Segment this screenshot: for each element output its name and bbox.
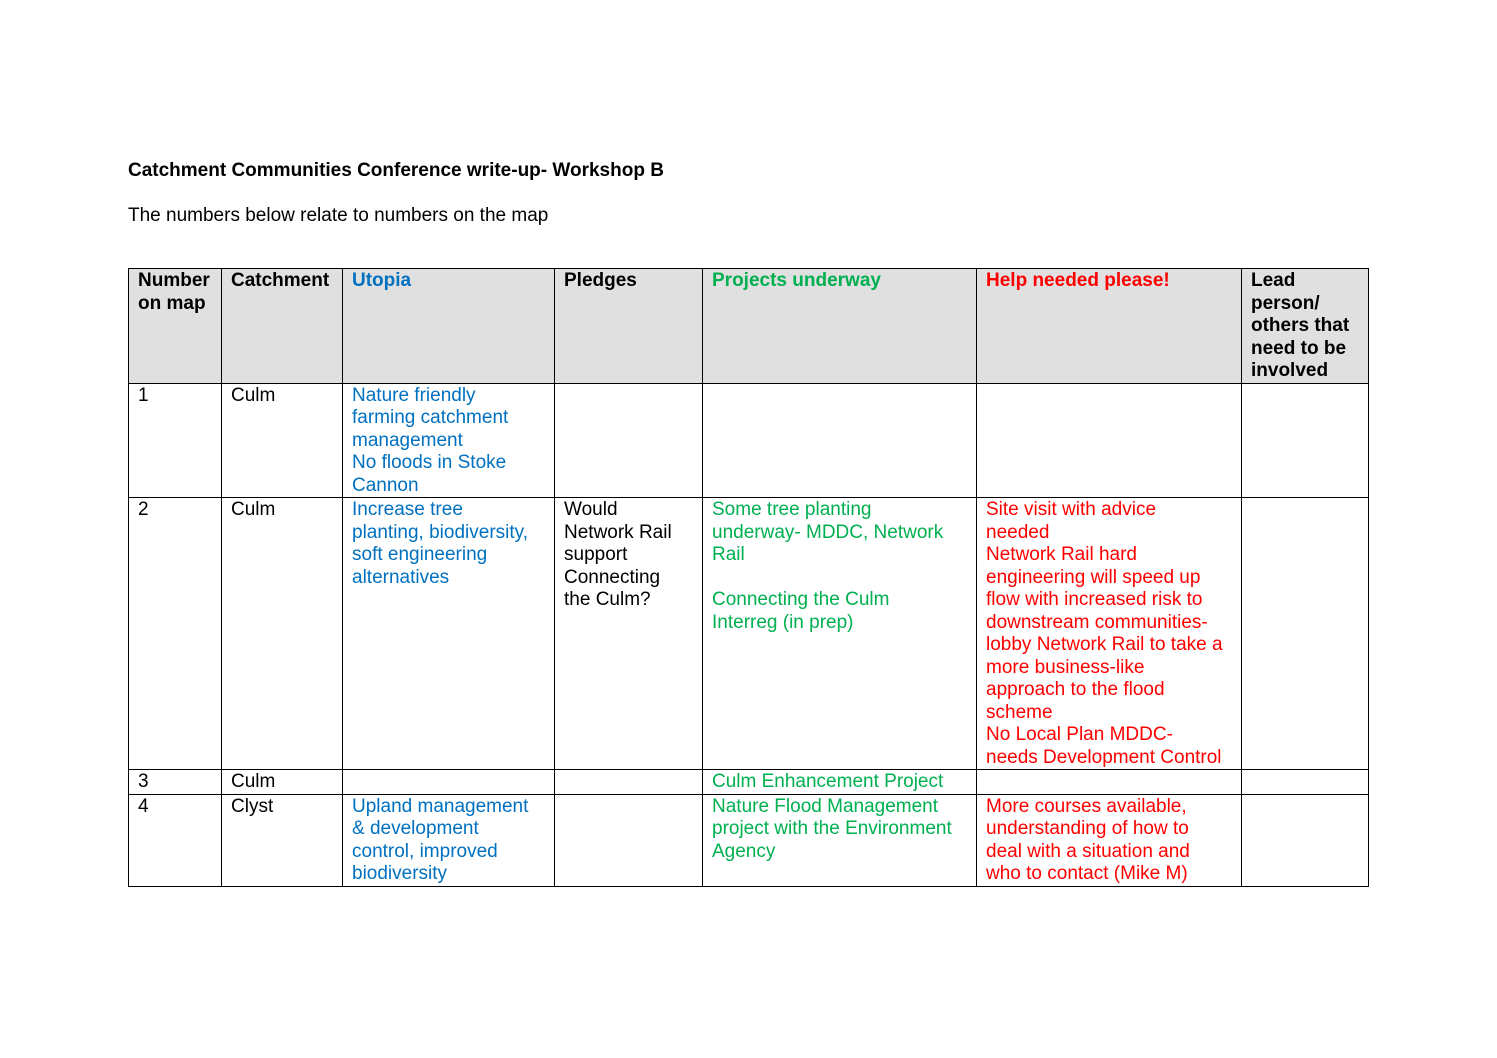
cell-text: engineering will speed up <box>986 566 1201 588</box>
header-projects <box>703 269 977 384</box>
document-subtitle: The numbers below relate to numbers on the map <box>128 205 549 226</box>
cell-text: deal with a situation and <box>986 840 1190 862</box>
header-row <box>129 269 1369 384</box>
cell-text: scheme <box>986 701 1053 723</box>
cell-text: needed <box>986 521 1050 543</box>
cell-help <box>977 498 1242 770</box>
cell-pledges <box>555 794 703 886</box>
header-text: Number <box>138 270 210 291</box>
cell-text: who to contact (Mike M) <box>986 863 1188 884</box>
header-text: Pledges <box>564 270 637 291</box>
cell-pledges <box>555 770 703 795</box>
header-text: need to be <box>1251 337 1347 359</box>
header-utopia <box>343 269 555 384</box>
cell-text: alternatives <box>352 566 450 588</box>
cell-catchment <box>222 794 343 886</box>
cell-text: No floods in Stoke <box>352 452 507 473</box>
cell-text: Network Rail hard <box>986 544 1137 565</box>
cell-catchment <box>222 383 343 498</box>
cell-text: Interreg (in prep) <box>712 611 854 633</box>
cell-text: Culm Enhancement Project <box>712 771 944 792</box>
cell-text: more business-like <box>986 656 1145 678</box>
cell-number <box>129 770 222 795</box>
cell-utopia <box>343 383 555 498</box>
header-number <box>129 269 222 384</box>
cell-projects <box>703 794 977 886</box>
cell-text: Upland management <box>352 795 529 817</box>
cell-text: Increase tree <box>352 499 463 520</box>
cell-text: understanding of how to <box>986 818 1189 839</box>
cell-text: planting, biodiversity, <box>352 521 529 543</box>
cell-utopia <box>343 770 555 795</box>
cell-number <box>129 383 222 498</box>
cell-number <box>129 794 222 886</box>
cell-text: 3 <box>138 771 149 792</box>
cell-text: underway- MDDC, Network <box>712 521 944 543</box>
cell-help <box>977 383 1242 498</box>
cell-text: Culm <box>231 771 276 792</box>
cell-text: downstream communities- <box>986 611 1208 633</box>
cell-projects <box>703 770 977 795</box>
header-pledges <box>555 269 703 384</box>
cell-text: Cannon <box>352 474 419 496</box>
table-row <box>129 794 1369 886</box>
cell-text: the Culm? <box>564 589 651 610</box>
cell-catchment <box>222 770 343 795</box>
cell-text: Would <box>564 499 618 520</box>
cell-lead <box>1242 794 1369 886</box>
cell-lead <box>1242 498 1369 770</box>
cell-pledges <box>555 383 703 498</box>
workshop-table <box>128 268 1369 887</box>
header-lead <box>1242 269 1369 384</box>
header-help <box>977 269 1242 384</box>
cell-text: soft engineering <box>352 544 488 565</box>
cell-text: 1 <box>138 384 149 406</box>
cell-text: support <box>564 544 628 565</box>
cell-text: Agency <box>712 840 776 862</box>
cell-text: Network Rail <box>564 521 672 543</box>
cell-text: biodiversity <box>352 863 448 884</box>
cell-help <box>977 770 1242 795</box>
header-text: on map <box>138 292 206 314</box>
cell-projects <box>703 498 977 770</box>
header-text: Projects underway <box>712 270 881 291</box>
header-catchment <box>222 269 343 384</box>
table-row <box>129 770 1369 795</box>
document-title: Catchment Communities Conference write-up- Workshop B <box>128 160 664 181</box>
header-text: Utopia <box>352 270 412 291</box>
cell-text: Rail <box>712 544 745 565</box>
cell-lead <box>1242 383 1369 498</box>
cell-text: flow with increased risk to <box>986 589 1203 610</box>
cell-text: No Local Plan MDDC- <box>986 724 1173 745</box>
cell-catchment <box>222 498 343 770</box>
table-row <box>129 498 1369 770</box>
cell-text: Nature Flood Management <box>712 795 939 817</box>
cell-text: needs Development Control <box>986 746 1222 768</box>
cell-text: & development <box>352 818 479 839</box>
cell-text: Clyst <box>231 795 274 817</box>
cell-text: Nature friendly <box>352 384 476 406</box>
cell-help <box>977 794 1242 886</box>
cell-utopia <box>343 794 555 886</box>
cell-text: Some tree planting <box>712 499 872 520</box>
header-text: Catchment <box>231 270 330 291</box>
cell-text: Culm <box>231 499 276 520</box>
cell-text: More courses available, <box>986 795 1187 817</box>
cell-pledges <box>555 498 703 770</box>
cell-text: 4 <box>138 795 149 817</box>
header-text: others that <box>1251 315 1350 336</box>
header-text: involved <box>1251 360 1329 381</box>
cell-text: project with the Environment <box>712 818 952 839</box>
cell-text: Connecting the Culm <box>712 589 890 610</box>
header-text: Help needed please! <box>986 270 1170 291</box>
cell-text: lobby Network Rail to take a <box>986 634 1223 655</box>
cell-projects <box>703 383 977 498</box>
header-text: person/ <box>1251 292 1320 314</box>
cell-text: Connecting <box>564 566 661 588</box>
cell-lead <box>1242 770 1369 795</box>
header-text: Lead <box>1251 270 1296 291</box>
cell-text: approach to the flood <box>986 679 1165 700</box>
cell-text <box>712 567 968 590</box>
table-row <box>129 383 1369 498</box>
cell-text: Site visit with advice <box>986 499 1157 520</box>
cell-text: farming catchment <box>352 407 509 428</box>
cell-text: control, improved <box>352 840 498 862</box>
cell-text: management <box>352 429 463 451</box>
cell-text: Culm <box>231 384 276 406</box>
cell-number <box>129 498 222 770</box>
cell-text: 2 <box>138 499 149 520</box>
cell-utopia <box>343 498 555 770</box>
